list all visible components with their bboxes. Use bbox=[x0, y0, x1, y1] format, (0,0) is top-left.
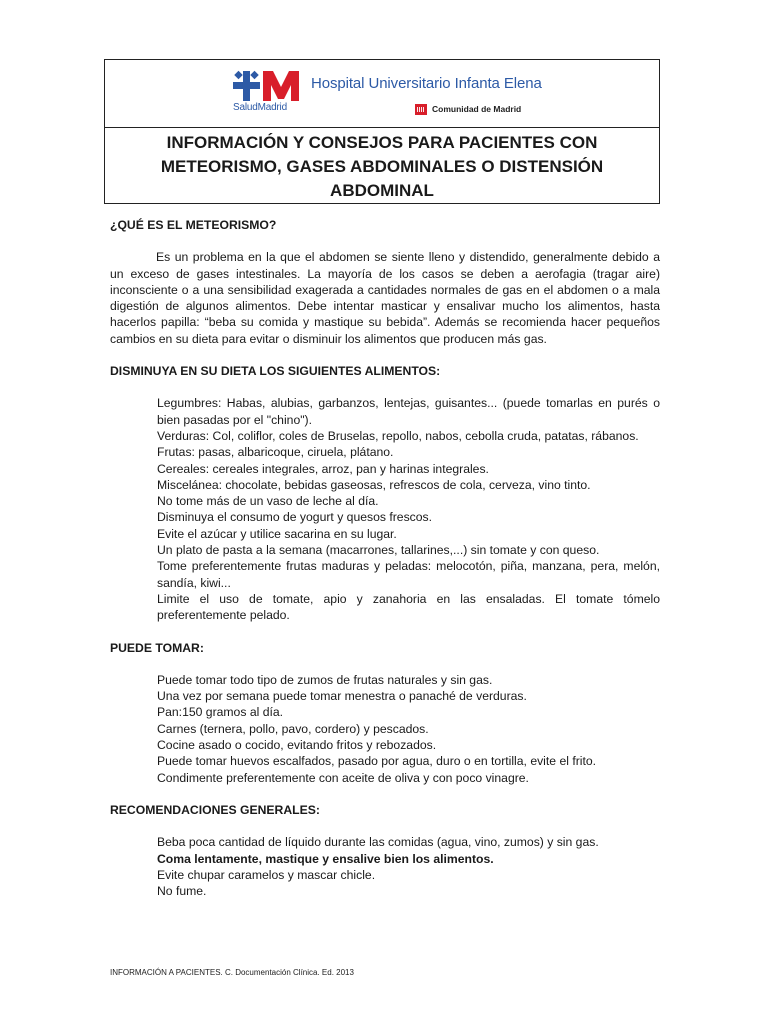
comunidad-madrid-flag-icon bbox=[415, 104, 427, 115]
logo-row bbox=[105, 60, 659, 128]
list-item: Un plato de pasta a la semana (macarrones, tallarines,...) sin tomate y con queso. bbox=[157, 543, 600, 558]
list-item: Carnes (ternera, pollo, pavo, cordero) y pescados. bbox=[157, 721, 429, 736]
list-item: Una vez por semana puede tomar menestra o panaché de verduras. bbox=[157, 689, 527, 704]
document-header bbox=[104, 59, 660, 204]
list-item: Limite el uso de tomate, apio y zanahoria en las ensaladas. El tomate tómelo preferentemente pelado. bbox=[157, 591, 660, 623]
salud-madrid-logo bbox=[233, 69, 303, 115]
allowed-foods-list bbox=[110, 672, 660, 786]
list-item: Puede tomar huevos escalfados, pasado por agua, duro o en tortilla, evite el frito. bbox=[157, 754, 597, 769]
list-item: Frutas: pasas, albaricoque, ciruela, plátano. bbox=[157, 445, 394, 460]
list-item: Pan:150 gramos al día. bbox=[157, 705, 284, 720]
comunidad-madrid-logo bbox=[415, 103, 521, 115]
list-item: Cocine asado o cocido, evitando fritos y rebozados. bbox=[157, 738, 437, 753]
salud-madrid-logo-text: SaludMadrid bbox=[233, 102, 287, 113]
list-item: Evite el azúcar y utilice sacarina en su lugar. bbox=[157, 526, 397, 541]
intro-paragraph: Es un problema en la que el abdomen se siente lleno y distendido, generalmente debido a un exceso de gases intestinales. La mayoría de los casos se deben a aerofagia (tragar aire) inconsciente o a una sensibilidad exagerada a cantidades normales de gas en el abdomen o a mala digestión de algunos alimentos. Debe intentar masticar y ensalivar mucho los alimentos, hasta hacerlos papilla: “beba su comida y mastique su bebida”. Además se recomienda hacer pequeños cambios en su dieta para evitar o disminuir los alimentos que producen más gas. bbox=[110, 250, 660, 346]
document-body bbox=[110, 217, 660, 899]
list-item: Legumbres: Habas, alubias, garbanzos, lentejas, guisantes... (puede tomarlas en purés o bien pasadas por el "chino"). bbox=[157, 396, 660, 427]
hospital-name: Hospital Universitario Infanta Elena bbox=[311, 75, 542, 92]
salud-madrid-mark-icon bbox=[233, 69, 303, 103]
list-item: Puede tomar todo tipo de zumos de frutas naturales y sin gas. bbox=[157, 672, 493, 687]
list-item: Cereales: cereales integrales, arroz, pan y harinas integrales. bbox=[157, 461, 489, 476]
section-heading-general: RECOMENDACIONES GENERALES: bbox=[110, 802, 320, 817]
section-heading-reduce: DISMINUYA EN SU DIETA LOS SIGUIENTES ALIMENTOS: bbox=[110, 364, 441, 379]
list-item: Condimente preferentemente con aceite de oliva y con poco vinagre. bbox=[157, 770, 529, 785]
list-item-emphasized: Coma lentamente, mastique y ensalive bien los alimentos. bbox=[157, 851, 494, 866]
page-footer: INFORMACIÓN A PACIENTES. C. Documentación Clínica. Ed. 2013 bbox=[110, 968, 354, 977]
list-item: Miscelánea: chocolate, bebidas gaseosas, refrescos de cola, cerveza, vino tinto. bbox=[157, 477, 591, 492]
list-item: Disminuya el consumo de yogurt y quesos frescos. bbox=[157, 510, 433, 525]
reduce-foods-list bbox=[110, 395, 660, 623]
list-item: No fume. bbox=[157, 884, 207, 899]
list-item: Verduras: Col, coliflor, coles de Bruselas, repollo, nabos, cebolla cruda, patatas, rábanos. bbox=[157, 428, 639, 443]
document-title: INFORMACIÓN Y CONSEJOS PARA PACIENTES CON METEORISMO, GASES ABDOMINALES O DISTENSIÓN ABDOMINAL bbox=[160, 133, 604, 200]
comunidad-madrid-logo-text: Comunidad de Madrid bbox=[432, 104, 522, 114]
section-heading-allowed: PUEDE TOMAR: bbox=[110, 640, 204, 655]
section-heading-what: ¿QUÉ ES EL METEORISMO? bbox=[110, 218, 277, 232]
list-item: Tome preferentemente frutas maduras y peladas: melocotón, piña, manzana, pera, melón, sandía, kiwi... bbox=[157, 559, 660, 590]
list-item: Beba poca cantidad de líquido durante las comidas (agua, vino, zumos) y sin gas. bbox=[157, 835, 599, 850]
general-recommendations-list bbox=[110, 834, 660, 899]
list-item: Evite chupar caramelos y mascar chicle. bbox=[157, 867, 376, 882]
list-item: No tome más de un vaso de leche al día. bbox=[157, 494, 379, 509]
